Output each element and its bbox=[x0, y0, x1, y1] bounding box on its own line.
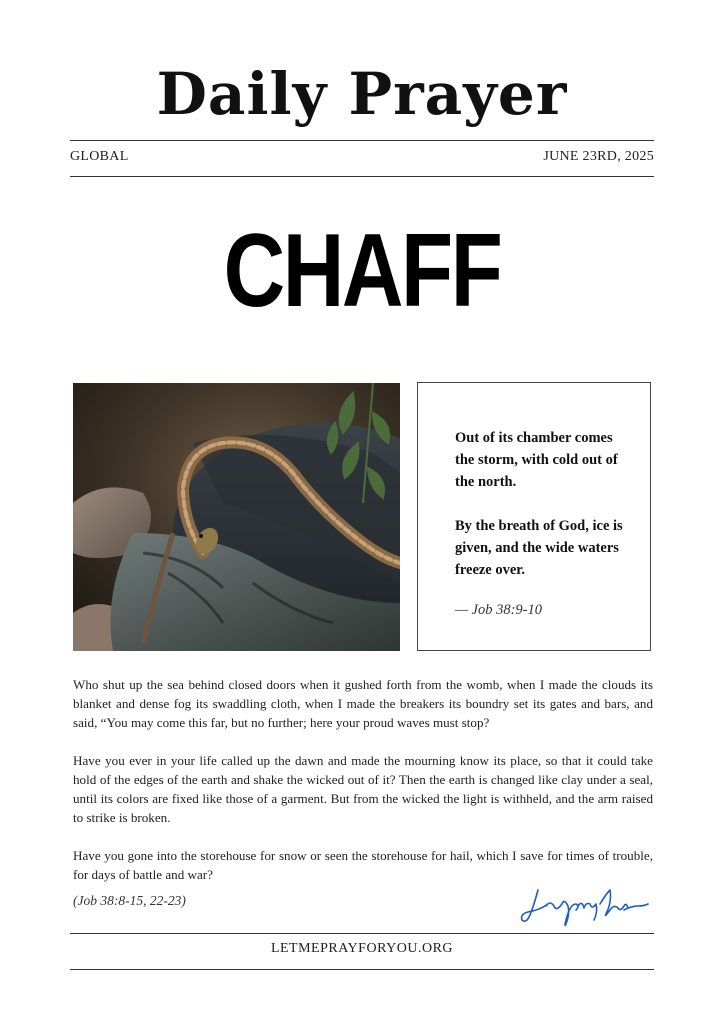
quote-reference: — Job 38:9-10 bbox=[455, 602, 542, 618]
body-paragraph: Have you ever in your life called up the dawn and made the mourning know its place, so that it could take hold of the edges of the earth and shake the wicked out of it? Then the earth is changed like clay under a seal, until its colors are fixed like those of a garment. But from the wicked the light is withheld, and the arm raised to strike is broken. bbox=[73, 753, 653, 825]
body-text bbox=[73, 675, 653, 903]
body-paragraph: Have you gone into the storehouse for snow or seen the storehouse for hail, which I save for times of trouble, for days of battle and war? bbox=[73, 848, 653, 882]
snake-photo bbox=[73, 383, 400, 651]
quote-line: By the breath of God, ice is given, and the wide waters freeze over. bbox=[455, 518, 623, 578]
footer-bottom-rule bbox=[70, 969, 654, 970]
body-paragraph: Who shut up the sea behind closed doors when it gushed forth from the womb, when I made the clouds its blanket and dense fog its swaddling cloth, when I made the breakers its boundry set its gates and bars, and said, “You may come this far, but no further; here your proud waves must stop? bbox=[73, 677, 653, 730]
handwritten-signature bbox=[520, 880, 650, 930]
masthead: Daily Prayer bbox=[156, 60, 568, 128]
website-link[interactable]: LETMEPRAYFORYOU.ORG bbox=[270, 941, 454, 956]
location-label: GLOBAL bbox=[70, 149, 129, 164]
top-rule bbox=[70, 140, 654, 141]
date-label: JUNE 23RD, 2025 bbox=[543, 149, 654, 164]
scripture-quote-box bbox=[417, 382, 651, 651]
header-rule bbox=[70, 176, 654, 177]
headline-title: CHAFF bbox=[223, 213, 501, 329]
scripture-citation: (Job 38:8-15, 22-23) bbox=[73, 893, 186, 908]
footer-top-rule bbox=[70, 933, 654, 934]
quote-text bbox=[455, 427, 635, 603]
quote-line: Out of its chamber comes the storm, with cold out of the north. bbox=[455, 430, 618, 490]
